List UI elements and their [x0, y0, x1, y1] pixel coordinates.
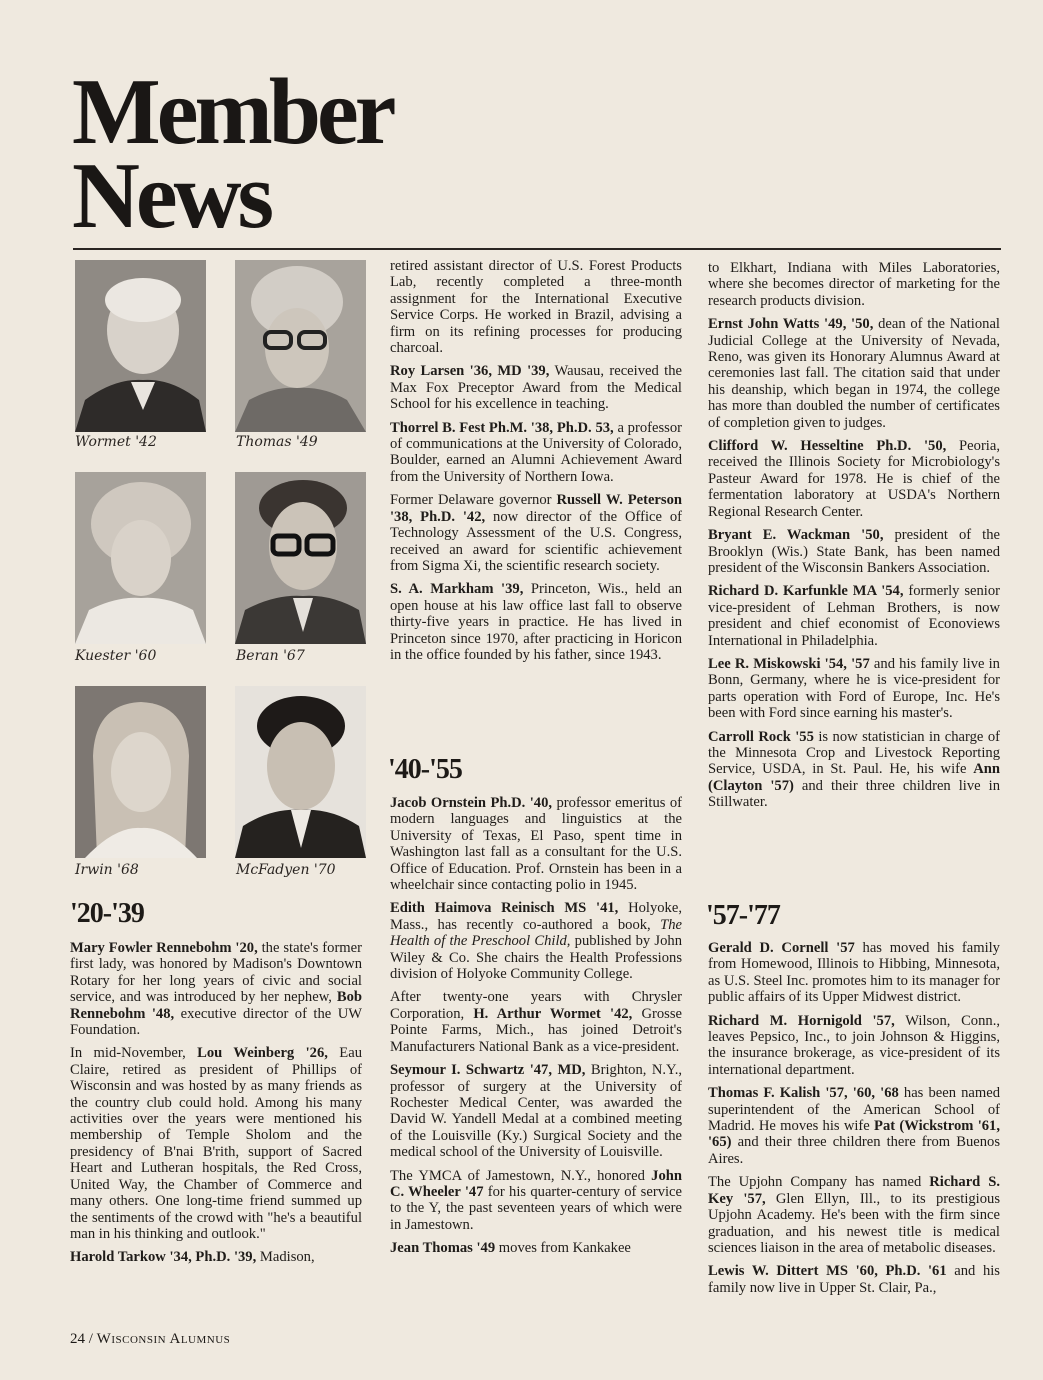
news-item [708, 260, 1000, 309]
column-2-text-top [390, 258, 682, 663]
news-text: is now statistician in charge of the Minnesota Crop and Livestock Reporting Service, USDA, in St. Paul. He, his wife [708, 728, 1000, 778]
news-item [708, 1263, 1000, 1296]
alumnus-name: John C. Wheeler '47 [390, 1167, 682, 1200]
news-text: and his family live in Bonn, Germany, where he is vice-president for parts operation with Ford of Europe, Inc. He's been with Ford since earning his master's. [708, 655, 1000, 722]
alumnus-name: Lou Weinberg '26, [197, 1045, 328, 1062]
alumnus-name: Seymour I. Schwartz '47, MD, [390, 1062, 586, 1079]
news-item [708, 438, 1000, 520]
news-item [390, 795, 682, 893]
news-text: formerly senior vice-president of Lehman Brothers, is now president and chief economist of Econoviews International in Philadelphia. [708, 583, 1000, 649]
news-item [708, 656, 1000, 722]
photo-caption: Thomas '49 [236, 434, 318, 450]
news-text: Brighton, N.Y., professor of surgery at the University of Rochester Medical Center, was awarded the David W. Yandell Medal at a combined meeting of the Louisville (Ky.) Surgical Society and the medical school of the University of Louisville. [390, 1062, 682, 1161]
news-item [390, 363, 682, 412]
alumnus-name: H. Arthur Wormet '42, [473, 1005, 633, 1022]
photo-caption: Beran '67 [236, 648, 305, 664]
news-item [708, 527, 1000, 576]
news-item [390, 1168, 682, 1234]
news-text: for his quarter-century of service to the Y, the past seventeen years of which were in Jamestown. [390, 1183, 683, 1233]
alumnus-name: Mary Fowler Rennebohm '20, [70, 940, 258, 956]
news-item [390, 581, 682, 663]
alumnus-name: Lewis W. Dittert MS '60, Ph.D. '61 [708, 1263, 947, 1280]
news-item [70, 1249, 362, 1265]
news-text: Glen Ellyn, Ill., to its prestigious Upjohn Academy. He's been with the firm since graduation, and his newest title is medical sciences liaison in the area of metabolic diseases. [708, 1190, 1000, 1256]
portrait-photo [235, 260, 366, 432]
portrait-photo [75, 472, 206, 644]
news-item [70, 940, 362, 1038]
news-text: Madison, [256, 1249, 315, 1266]
photo-caption: Wormet '42 [75, 434, 157, 450]
news-item [708, 729, 1000, 811]
news-text: to Elkhart, Indiana with Miles Laboratories, where she becomes director of marketing for the research products division. [708, 260, 1000, 309]
news-text: published by John Wiley & Co. She chairs the Health Professions division of Holyoke Community College. [390, 933, 682, 983]
news-text: now director of the Office of Technology Assessment of the U.S. Congress, received an award for scientific achievement from Sigma Xi, the scientific research society. [390, 508, 682, 574]
section-heading: '20-'39 [70, 898, 144, 929]
column-3-text-bottom [708, 940, 1000, 1296]
news-item [390, 1062, 682, 1160]
news-item [708, 1085, 1000, 1167]
news-text: professor emeritus of modern languages and linguistics at the University of Texas, El Paso, spent time in Washington last fall as a consultant for the U.S. Office of Education. Prof. Ornstein has been in a wheelchair since contacting polio in 1945. [390, 795, 682, 894]
news-text: and their three children live in Stillwater. [708, 777, 1001, 811]
news-text: Eau Claire, retired as president of Phillips of Wisconsin and was hosted by as many friends as the country club could hold. Among his many activities over the years were mentioned his membership of Temple Sholom and the presidency of B'nai B'rith, support of Sacred Heart and Lutheran hospitals, the Red Cross, United Way, the Chamber of Commerce and many others. One long-time friend summed up the sentiments of the crowd with "he's a beautiful man in his thinking and outlook." [70, 1045, 362, 1242]
news-item [390, 492, 682, 574]
alumnus-name: Bob Rennebohm '48, [70, 989, 362, 1022]
news-item [708, 1013, 1000, 1079]
photo-caption: McFadyen '70 [236, 862, 336, 878]
alumnus-name: Bryant E. Wackman '50, [708, 527, 884, 544]
news-text: has been named superintendent of the American School of Madrid. He moves his wife [708, 1085, 1000, 1135]
page-folio [70, 1330, 230, 1348]
news-text: dean of the National Judicial College at the University of Nevada, Reno, was given its Honorary Alumnus Award at ceremonies last fall. The citation said that under his deanship, which began in 1974, the college has more than doubled the number of certificates of completion given to judges. [708, 316, 1000, 431]
news-text: After twenty-one years with Chrysler Corporation, [390, 989, 682, 1022]
alumnus-name: Clifford W. Hesseltine Ph.D. '50, [708, 438, 947, 455]
magazine-name: Wisconsin Alumnus [96, 1331, 231, 1347]
alumnus-name: Russell W. Peterson '38, Ph.D. '42, [390, 492, 682, 525]
news-item [708, 316, 1000, 431]
news-text: Princeton, Wis., held an open house at his law office last fall to observe thirty-five years in practice. He has lived in Princeton since 1970, after practicing in Horicon in the office founded by his father, since 1943. [390, 581, 682, 663]
news-text: retired assistant director of U.S. Forest Products Lab, recently completed a three-month assignment for the International Executive Service Corps. He worked in Brazil, advising a firm on its refining processes for producing charcoal. [390, 258, 682, 357]
column-2-text-bottom [390, 795, 682, 1257]
book-title: The Health of the Preschool Child, [390, 916, 682, 950]
portrait-photo [235, 686, 366, 858]
alumnus-name: Richard M. Hornigold '57, [708, 1012, 895, 1029]
news-text: Peoria, received the Illinois Society for Microbiology's Pasteur Award for 1978. He is chief of the fermentation laboratory at USDA's Northern Regional Research Center. [708, 438, 1000, 520]
title-line-2: News [72, 144, 271, 248]
news-text: moves from Kankakee [495, 1240, 631, 1257]
news-item [390, 900, 682, 982]
news-text: Grosse Pointe Farms, Mich., has joined Detroit's Manufacturers National Bank as a vice-president. [390, 1005, 682, 1055]
alumnus-name: Richard D. Karfunkle MA '54, [708, 583, 904, 600]
portrait-photo [75, 686, 206, 858]
news-text: In mid-November, [70, 1045, 198, 1062]
news-item [708, 940, 1000, 1006]
photo-caption: Irwin '68 [75, 862, 139, 878]
news-text: The YMCA of Jamestown, N.Y., honored [390, 1167, 652, 1184]
news-item [390, 258, 682, 356]
news-text: a professor of communications at the University of Colorado, Boulder, earned an Alumni Achievement Award from the University of Northern Iowa. [390, 419, 682, 485]
folio-separator: / [88, 1331, 93, 1347]
alumnus-name: Jacob Ornstein Ph.D. '40, [390, 795, 553, 811]
news-text: and their three children there from Buenos Aires. [708, 1134, 1000, 1167]
news-item [390, 1240, 682, 1256]
alumnus-name: Gerald D. Cornell '57 [708, 940, 855, 956]
alumnus-name: Edith Haimova Reinisch MS '41, [390, 900, 619, 917]
column-3-text-top [708, 260, 1000, 811]
news-text: has moved his family from Homewood, Illinois to Hibbing, Minnesota, as U.S. Steel Inc. promotes him to its manager for public affairs of its Upper Midwest district. [708, 940, 1000, 1006]
alumnus-name: Richard S. Key '57, [708, 1174, 1000, 1207]
section-heading: '57-'77 [706, 900, 780, 931]
title-rule [73, 248, 1001, 250]
title-line-1: Member [72, 60, 393, 164]
news-item [70, 1045, 362, 1242]
news-text: The Upjohn Company has named [708, 1174, 930, 1191]
alumnus-name: Thomas F. Kalish '57, '60, '68 [708, 1085, 899, 1102]
news-text: the state's former first lady, was honored by Madison's Downtown Rotary for her long years of civic and social service, and was introduced by her nephew, [70, 940, 362, 1006]
alumnus-name: Ernst John Watts '49, '50, [708, 316, 874, 333]
alumnus-name: Pat (Wickstrom '61, '65) [708, 1118, 1000, 1151]
section-heading: '40-'55 [388, 754, 462, 785]
alumnus-name: Ann (Clayton '57) [708, 761, 1000, 794]
news-text: president of the Brooklyn (Wis.) State Bank, has been named president of the Wisconsin Bankers Association. [708, 527, 1000, 576]
column-1-text [70, 940, 362, 1266]
page-title [72, 60, 393, 248]
alumnus-name: Jean Thomas '49 [390, 1240, 496, 1257]
news-text: Wausau, received the Max Fox Preceptor Award from the Medical School for his excellence in teaching. [390, 363, 682, 413]
alumnus-name: Carroll Rock '55 [708, 728, 814, 745]
news-text: Former Delaware governor [390, 492, 557, 509]
page-number: 24 [70, 1331, 85, 1347]
news-item [708, 583, 1000, 649]
news-text: executive director of the UW Foundation. [70, 1005, 363, 1039]
news-text: and his family now live in Upper St. Clair, Pa., [708, 1263, 1000, 1296]
photo-caption: Kuester '60 [75, 648, 157, 664]
news-text: Wilson, Conn., leaves Pepsico, Inc., to join Johnson & Higgins, the insurance brokerage, as vice-president of its international department. [708, 1012, 1000, 1078]
alumnus-name: Lee R. Miskowski '54, '57 [708, 655, 870, 672]
news-item [708, 1174, 1000, 1256]
news-item [390, 989, 682, 1055]
news-item [390, 420, 682, 486]
alumnus-name: Harold Tarkow '34, Ph.D. '39, [70, 1249, 257, 1266]
alumnus-name: S. A. Markham '39, [390, 581, 524, 598]
portrait-photo [235, 472, 366, 644]
portrait-photo [75, 260, 206, 432]
alumnus-name: Thorrel B. Fest Ph.M. '38, Ph.D. 53, [390, 419, 614, 436]
news-text: Holyoke, Mass., has recently co-authored a book, [390, 900, 682, 933]
alumnus-name: Roy Larsen '36, MD '39, [390, 363, 550, 380]
